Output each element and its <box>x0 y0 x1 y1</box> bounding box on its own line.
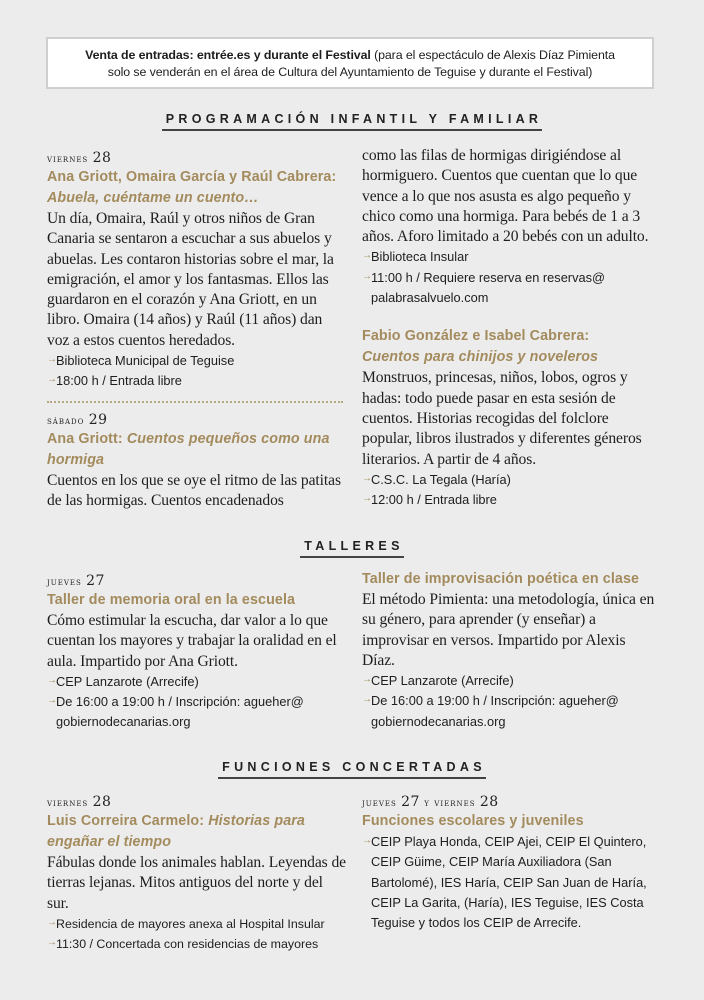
arrow-right-icon: → <box>47 374 57 386</box>
column-right-infantil <box>362 146 662 510</box>
event-description: Un día, Omaira, Raúl y otros niños de Gran Canaria se sentaron a escuchar a sus abuelos y abuelas. Les contaron historias sobre el mar, la emigración, el amor y los fantasmas. Ellos las guardaron en el corazón y Ana Griott, en un libro. Omaira (14 años) y Raúl (11 años) dan voz a estos cuentos heredados. <box>47 210 334 349</box>
notice-text-line1: (para el espectáculo de Alexis Díaz Pimienta <box>370 48 615 62</box>
section-heading: TALLERES <box>300 539 403 558</box>
column-right-funciones <box>362 793 662 933</box>
event-title <box>47 429 343 471</box>
arrow-right-icon: → <box>362 270 372 282</box>
event-title: Funciones escolares y juveniles <box>362 813 584 829</box>
day-label: viernes <box>47 153 89 165</box>
section-title-infantil <box>0 112 704 131</box>
event-location <box>47 914 347 934</box>
arrow-right-icon: → <box>47 937 57 949</box>
event-title: Taller de improvisación poética en clase <box>362 571 640 587</box>
day-label: jueves <box>47 576 82 588</box>
section-heading: FUNCIONES CONCERTADAS <box>218 760 486 779</box>
event-day <box>47 149 343 167</box>
arrow-right-icon: → <box>47 354 57 366</box>
event-time <box>47 934 347 954</box>
event-description: Cómo estimular la escucha, dar valor a lo que cuentan los mayores y trabajar la oralidad en el aula. Impartido por Ana Griott. <box>47 612 337 670</box>
info-text: 11:30 / Concertada con residencias de mayores <box>56 937 319 952</box>
column-left-infantil <box>47 149 343 511</box>
event-title-work: Abuela, cuéntame un cuento… <box>47 190 259 206</box>
event-title-work: Cuentos pequeños como una hormiga <box>47 430 330 468</box>
info-text: Biblioteca Insular <box>371 249 469 265</box>
arrow-right-icon: → <box>362 472 372 484</box>
event-title-work: Cuentos para chinijos y noveleros <box>362 349 599 366</box>
event-location <box>47 351 343 371</box>
notice-bold-text: Venta de entradas: entrée.es y durante el Festival <box>85 48 371 62</box>
event-location <box>362 247 662 267</box>
event-time <box>47 371 343 391</box>
event-title-author: Ana Griott: <box>47 430 127 447</box>
event-day <box>47 793 347 811</box>
dotted-divider <box>47 401 343 403</box>
event-title: Taller de memoria oral en la escuela <box>47 592 296 608</box>
section-title-funciones <box>0 760 704 779</box>
event-time <box>47 692 347 733</box>
arrow-right-icon: → <box>47 695 57 707</box>
event-day <box>362 793 662 811</box>
info-text: C.S.C. La Tegala (Haría) <box>371 471 511 487</box>
arrow-right-icon: → <box>362 674 372 686</box>
info-text: CEIP Playa Honda, CEIP Ajei, CEIP El Quintero, CEIP Güime, CEIP María Auxiliadora (San Bartolomé), IES Haría, CEIP San Juan de Haría, CEIP La Garita, (Haría), IES Teguise, IES Costa Teguise y todos los CEIP de Arrecife. <box>371 834 647 931</box>
event-title-author: Luis Correira Carmelo: <box>47 813 209 829</box>
info-text: 18:00 h / Entrada libre <box>56 373 182 389</box>
day-label: sábado <box>47 414 85 427</box>
event-description: Cuentos en los que se oye el ritmo de las patitas de las hormigas. Cuentos encadenados <box>47 471 341 509</box>
event-description: El método Pimienta: una metodología, única en su género, para aprender (y enseñar) a improvisar en versos. Impartido por Alexis Díaz. <box>362 591 655 669</box>
info-text: CEP Lanzarote (Arrecife) <box>371 673 514 689</box>
day-number: 29 <box>88 411 108 428</box>
info-text: De 16:00 a 19:00 h / Inscripción: agueher@ gobiernodecanarias.org <box>56 694 304 730</box>
info-text: 12:00 h / Entrada libre <box>371 492 497 508</box>
event-title-author: Ana Griott, Omaira García y Raúl Cabrera: <box>47 169 337 185</box>
day-number: 27 <box>401 794 420 810</box>
arrow-right-icon: → <box>47 674 57 686</box>
info-text: Residencia de mayores anexa al Hospital Insular <box>56 916 325 931</box>
spacer <box>362 308 662 326</box>
column-right-talleres <box>362 569 662 732</box>
day-join: y <box>424 797 430 809</box>
ticket-sales-notice <box>46 37 654 89</box>
event-time <box>362 490 662 510</box>
arrow-right-icon: → <box>362 694 372 706</box>
event-location <box>362 470 662 490</box>
event-description: Monstruos, princesas, niños, lobos, ogros y hadas: todo puede pasar en esta sesión de cuentos. Historias recogidas del folclore popular, libros ilustrados y diferentes géneros literarios. A partir de 4 años. <box>362 369 642 468</box>
day-number: 28 <box>92 794 112 810</box>
event-title-work: Historias para engañar el tiempo <box>47 813 305 850</box>
event-schools-list <box>362 832 662 933</box>
notice-text-line2: solo se venderán en el área de Cultura del Ayuntamiento de Teguise y durante el Festival) <box>107 65 593 79</box>
info-text: CEP Lanzarote (Arrecife) <box>56 673 199 689</box>
event-title <box>47 167 343 209</box>
arrow-right-icon: → <box>362 835 372 846</box>
column-left-talleres <box>47 572 347 733</box>
event-day <box>47 411 343 429</box>
day-number: 28 <box>92 150 112 166</box>
event-description: Fábulas donde los animales hablan. Leyendas de tierras lejanas. Mitos antiguos del norte y del sur. <box>47 854 346 912</box>
arrow-right-icon: → <box>362 493 372 505</box>
section-heading: PROGRAMACIÓN INFANTIL Y FAMILIAR <box>162 112 543 131</box>
event-title <box>47 811 347 853</box>
event-description-continued: como las filas de hormigas dirigiéndose al hormiguero. Cuentos que cuentan que lo que vence a lo que nos asusta es algo pequeño y chico como una hormiga. Para bebés de 1 a 3 años. Aforo limitado a 20 bebés con un adulto. <box>362 147 649 246</box>
event-day <box>47 572 347 590</box>
event-location <box>47 672 347 692</box>
info-text: 11:00 h / Requiere reserva en reservas@ palabrasalvuelo.com <box>371 269 605 306</box>
section-title-talleres <box>0 539 704 558</box>
event-time <box>362 691 662 732</box>
info-text: Biblioteca Municipal de Teguise <box>56 353 235 369</box>
day-number: 28 <box>479 794 499 810</box>
event-title <box>362 326 662 368</box>
day-label: jueves <box>362 797 397 809</box>
event-title-author: Fabio González e Isabel Cabrera: <box>362 328 590 345</box>
arrow-right-icon: → <box>362 250 372 262</box>
day-number: 27 <box>86 573 105 589</box>
event-time <box>362 268 662 309</box>
column-left-funciones <box>47 793 347 954</box>
day-label: viernes <box>434 797 476 809</box>
day-label: viernes <box>47 797 89 809</box>
event-location <box>362 671 662 691</box>
info-text: De 16:00 a 19:00 h / Inscripción: agueher@ gobiernodecanarias.org <box>371 693 619 729</box>
arrow-right-icon: → <box>47 916 57 928</box>
